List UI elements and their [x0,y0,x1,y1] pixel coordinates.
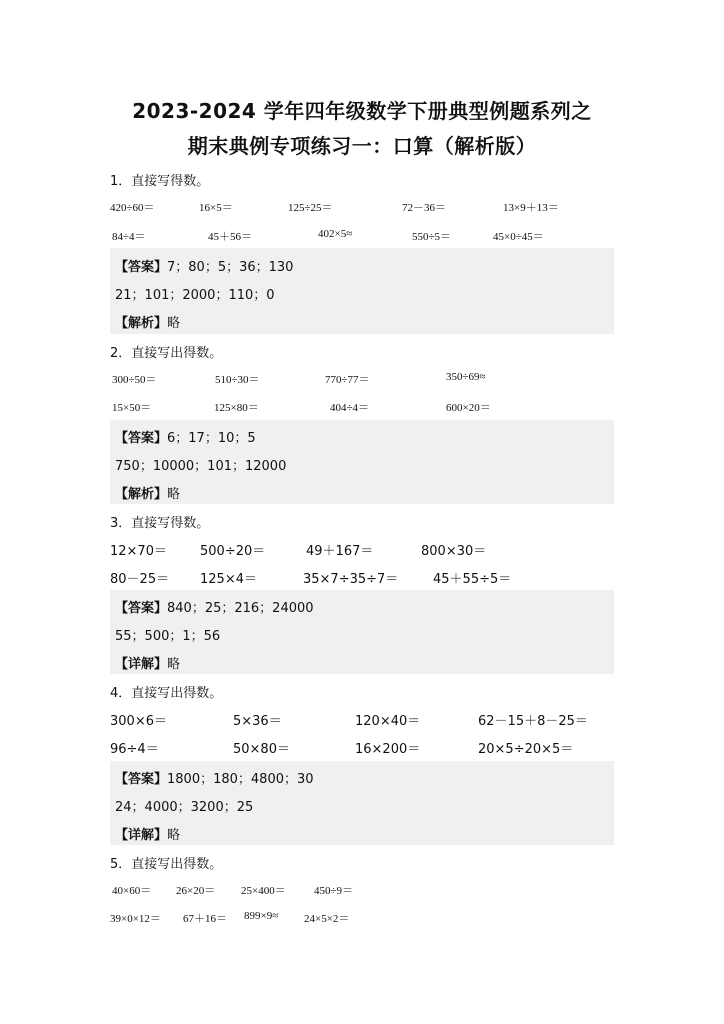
question-3-row-1 [110,540,630,558]
answer-line-2: 21；101；2000；110；0 [115,288,275,303]
problem: 402×5≈ [318,228,353,240]
problem: 500÷20＝ [200,544,266,559]
question-1-answer-box [110,248,614,334]
analysis-line [115,483,180,502]
question-1-heading: 1．直接写得数。 [110,174,210,189]
question-1-row-2 [110,228,630,246]
answer-values: 840；25；216；24000 [167,601,314,616]
problem: 12×70＝ [110,544,167,559]
question-2-heading: 2．直接写出得数。 [110,346,223,361]
answer-line-2: 55；500；1；56 [115,629,221,644]
problem: 50×80＝ [233,742,290,757]
analysis-line [115,312,180,331]
answer-line-2: 750；10000；101；12000 [115,459,287,474]
problem: 16×200＝ [355,742,421,757]
analysis-label: 【详解】 [115,657,168,672]
answer-label: 【答案】 [115,772,168,787]
problem: 62－15＋8－25＝ [478,714,588,729]
problem: 24×5×2＝ [304,913,350,925]
problem: 770÷77＝ [325,374,370,386]
analysis-text: 略 [167,487,181,502]
page-title-line1: 2023-2024 学年四年级数学下册典型例题系列之 [132,99,592,123]
problem: 125÷25＝ [288,202,333,214]
answer-label: 【答案】 [115,431,168,446]
problem: 16×5＝ [199,202,233,214]
problem: 49＋167＝ [306,544,374,559]
analysis-text: 略 [167,657,181,672]
answer-label: 【答案】 [115,601,168,616]
problem: 45＋55÷5＝ [433,572,512,587]
problem: 125×80＝ [214,402,259,414]
problem: 45＋56＝ [208,231,252,243]
problem: 5×36＝ [233,714,282,729]
problem: 25×400＝ [241,885,286,897]
question-2-row-1 [110,371,630,389]
analysis-line [115,824,180,843]
problem: 13×9＋13＝ [503,202,559,214]
page-title-line2: 期末典例专项练习一：口算（解析版） [187,134,537,158]
problem: 20×5÷20×5＝ [478,742,574,757]
question-5-heading: 5．直接写出得数。 [110,857,223,872]
problem: 26×20＝ [176,885,216,897]
question-3-heading: 3．直接写得数。 [110,516,210,531]
problem: 899×9≈ [244,910,279,922]
problem: 39×0×12＝ [110,913,161,925]
question-5-row-1 [110,882,630,900]
analysis-label: 【解析】 [115,316,168,331]
question-4-row-1 [110,710,630,728]
answer-line-1 [115,768,314,787]
problem: 420÷60＝ [110,202,155,214]
analysis-label: 【详解】 [115,828,168,843]
problem: 35×7÷35÷7＝ [303,572,399,587]
problem: 800×30＝ [421,544,487,559]
question-1-row-1 [110,199,630,217]
problem: 125×4＝ [200,572,257,587]
question-2-answer-box [110,420,614,504]
problem: 510÷30＝ [215,374,260,386]
problem: 300×6＝ [110,714,167,729]
answer-line-1 [115,597,314,616]
question-4-row-2 [110,738,630,756]
question-5-row-2 [110,910,630,928]
question-4-answer-box [110,761,614,845]
analysis-line [115,653,180,672]
answer-values: 7；80；5；36；130 [167,260,294,275]
problem: 84÷4＝ [112,231,146,243]
problem: 404÷4＝ [330,402,370,414]
problem: 80－25＝ [110,572,170,587]
analysis-label: 【解析】 [115,487,168,502]
problem: 350÷69≈ [446,371,486,383]
problem: 40×60＝ [112,885,152,897]
problem: 67＋16＝ [183,913,227,925]
problem: 45×0÷45＝ [493,231,544,243]
answer-values: 1800；180；4800；30 [167,772,314,787]
answer-line-1 [115,427,256,446]
question-2-row-2 [110,399,630,417]
problem: 72－36＝ [402,202,446,214]
answer-values: 6；17；10；5 [167,431,256,446]
problem: 15×50＝ [112,402,152,414]
problem: 120×40＝ [355,714,421,729]
question-4-heading: 4．直接写出得数。 [110,686,223,701]
analysis-text: 略 [167,828,181,843]
problem: 96÷4＝ [110,742,159,757]
problem: 550÷5＝ [412,231,452,243]
question-3-answer-box [110,590,614,674]
answer-line-2: 24；4000；3200；25 [115,800,254,815]
answer-line-1 [115,256,293,275]
analysis-text: 略 [167,316,181,331]
question-3-row-2 [110,568,630,586]
problem: 450÷9＝ [314,885,354,897]
answer-label: 【答案】 [115,260,168,275]
problem: 300÷50＝ [112,374,157,386]
problem: 600×20＝ [446,402,491,414]
